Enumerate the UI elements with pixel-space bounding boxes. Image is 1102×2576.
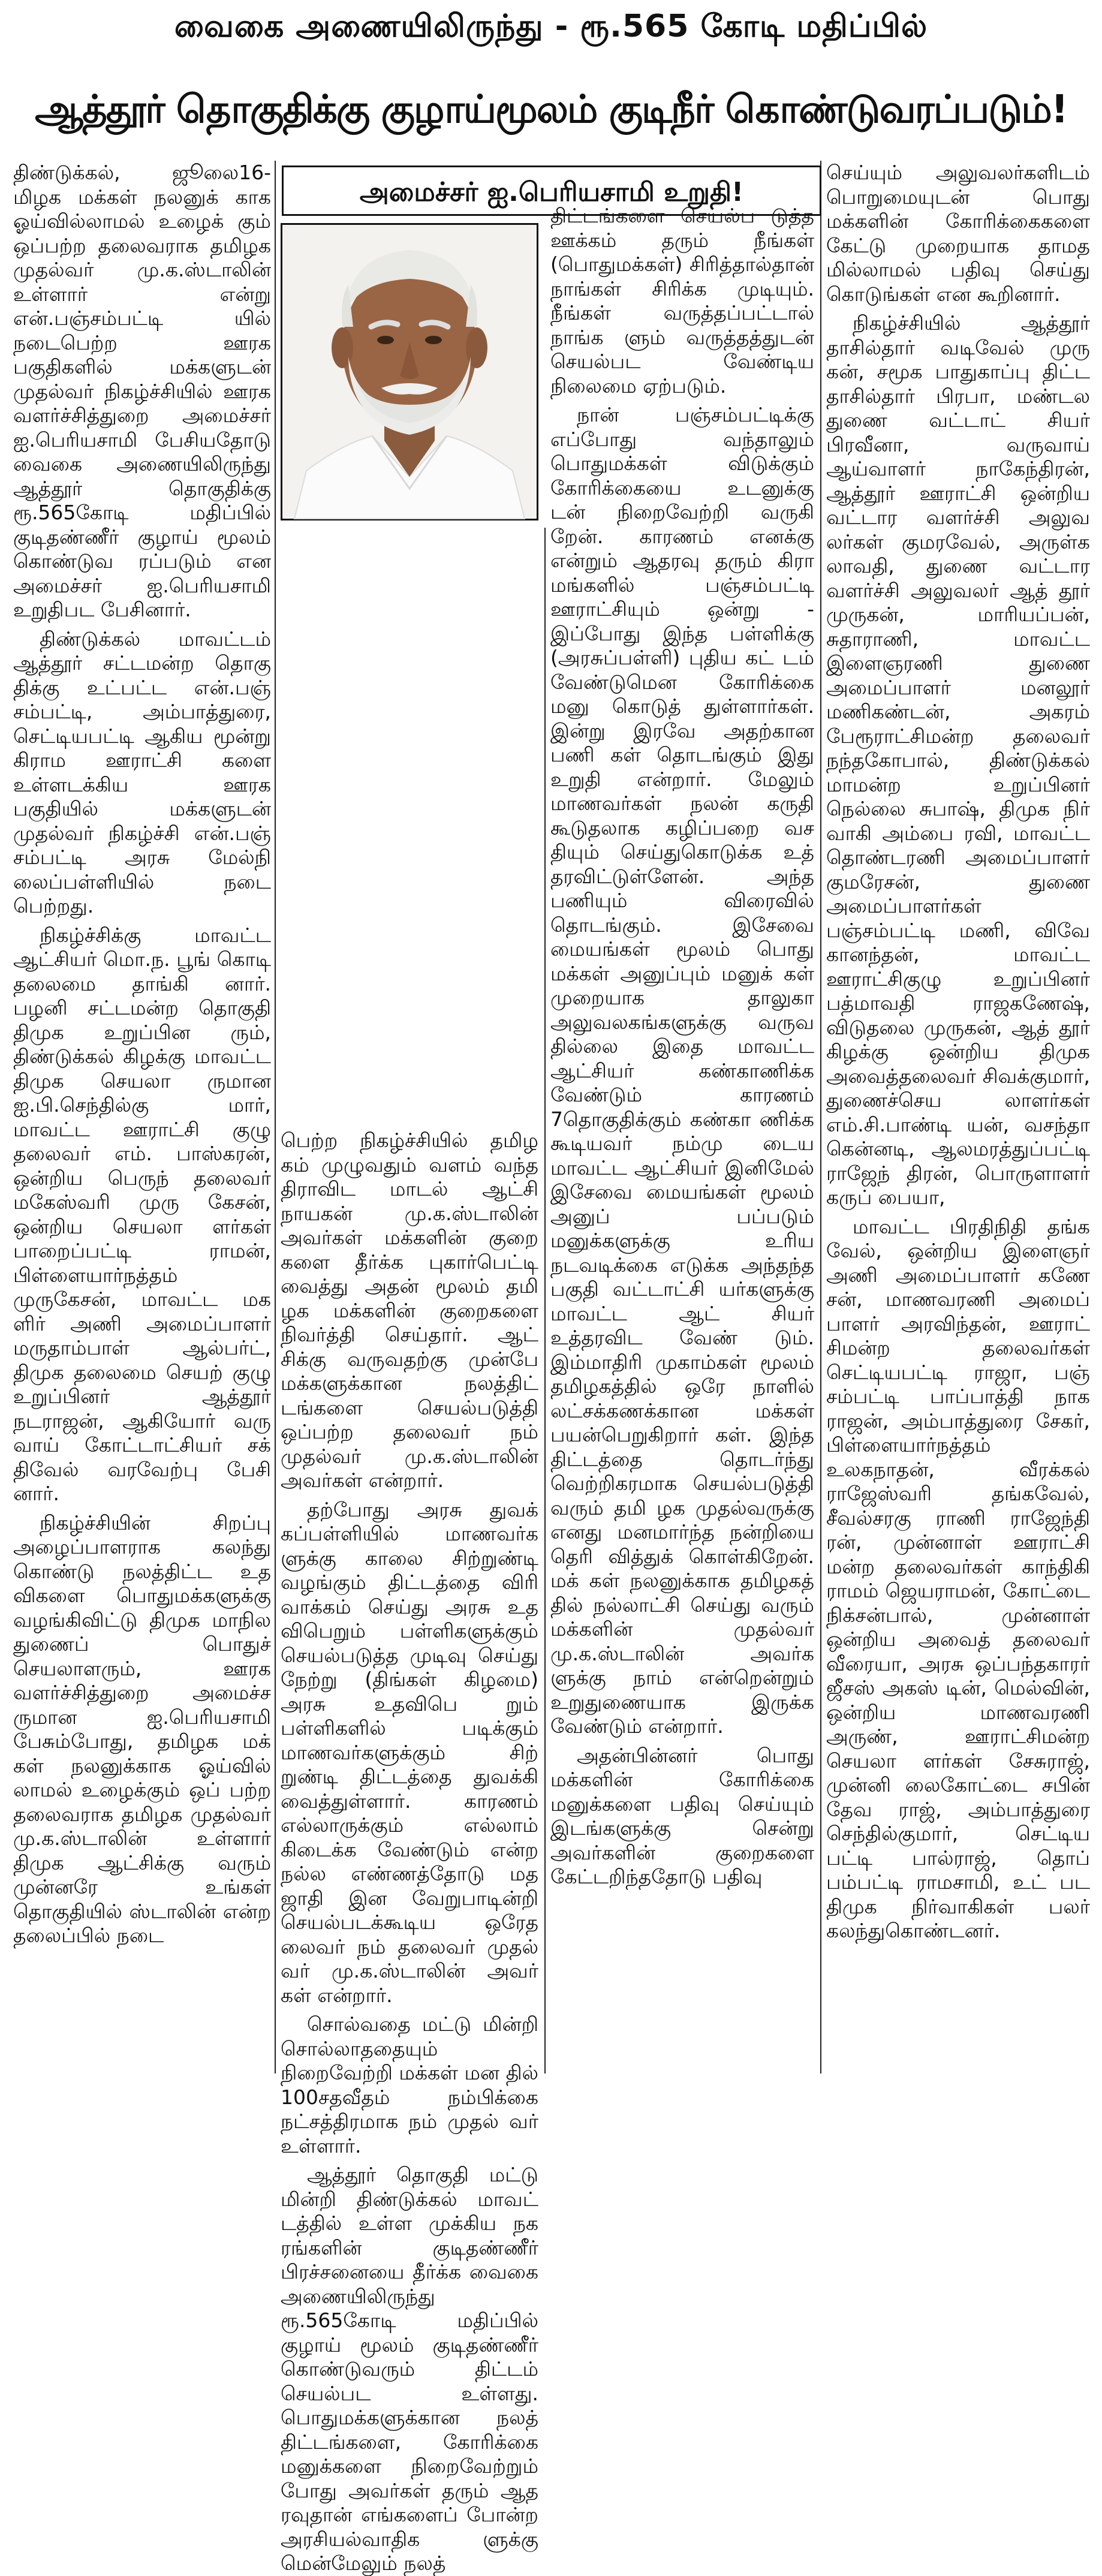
article-column-3 [550,204,814,2074]
column-rule [544,528,546,2074]
article-paragraph: செய்யும் அலுவலர்களிடம் பொறுமையுடன் பொது மக்களின் கோரிக்கைகளை கேட்டு முறையாக தாமத மில்லாமல் பதிவு செய்து கொடுங்கள் என கூறினார். [826,161,1090,306]
article-paragraph: சொல்வதை மட்டு மின்றி சொல்லாததையும் நிறைவேற்றி மக்கள் மன தில் 100சதவீதம் நம்பிக்கை நட்சத்திரமாக நம் முதல் வர் உள்ளார். [281,2012,538,2157]
article-paragraph: பெற்ற நிகழ்ச்சியில் தமிழ கம் முழுவதும் வளம் வந்த திராவிட மாடல் ஆட்சி நாயகன் மு.க.ஸ்டாலின் அவர்கள் மக்களின் குறை களை தீர்க்க புகார்பெட்டி வைத்து அதன் மூலம் தமி ழக மக்களின் குறைகளை நிவர்த்தி செய்தார். ஆட் சிக்கு வருவதற்கு முன்பே மக்களுக்கான நலத்திட் டங்களை செயல்படுத்தி ஒப்பற்ற தலைவர் நம் முதல்வர் மு.க.ஸ்டாலின் அவர்கள் என்றார். [281,1128,538,1492]
article-paragraph: திட்டங்களை செயல்ப டுத்த ஊக்கம் தரும் நீங்கள் (பொதுமக்கள்) சிரித்தால்தான் நாங்கள் சிரிக்க முடியும். நீங்கள் வருத்தப்பட்டால் நாங்க ளும் வருத்தத்துடன் செயல்பட வேண்டிய நிலைமை ஏற்படும். [550,204,814,398]
column-rule [820,161,821,2074]
article-paragraph: தற்போது அரசு துவக் கப்பள்ளியில் மாணவர்க ளுக்கு காலை சிற்றுண்டி வழங்கும் திட்டத்தை விரி வாக்கம் செய்து அரசு உத விபெறும் பள்ளிகளுக்கும் செயல்படுத்த முடிவு செய்து நேற்று (திங்கள் கிழமை) அரசு உதவிபெ றும் பள்ளிகளில் படிக்கும் மாணவர்களுக்கும் சிற் றுண்டி திட்டத்தை துவக்கி வைத்துள்ளார். காரணம் எல்லாருக்கும் எல்லாம் கிடைக்க வேண்டும் என்ற நல்ல எண்ணத்தோடு மத ஜாதி இன வேறுபாடின்றி செயல்படக்கூடிய ஒரேத லைவர் நம் தலைவர் முதல் வர் மு.க.ஸ்டாலின் அவர் கள் என்றார். [281,1497,538,2007]
article-paragraph: நிகழ்ச்சியின் சிறப்பு அழைப்பாளராக கலந்து கொண்டு நலத்திட்ட உத விகளை பொதுமக்களுக்கு வழங்கிவிட்டு திமுக மாநில துணைப் பொதுச் செயலாளரும், ஊரக வளர்ச்சித்துறை அமைச்ச ருமான ஐ.பெரியசாமி பேசும்போது, தமிழக மக் கள் நலனுக்காக ஓய்வில் லாமல் உழைக்கும் ஒப் பற்ற தலைவராக தமிழக முதல்வர் மு.க.ஸ்டாலின் உள்ளார் திமுக ஆட்சிக்கு வரும் முன்னரே உங்கள் தொகுதியில் ஸ்டாலின் என்ற தலைப்பில் நடை [13,1510,271,1947]
article-paragraph: மாவட்ட பிரதிநிதி தங்க வேல், ஒன்றிய இளைஞர் அணி அமைப்பாளர் கணே சன், மாணவரணி அமைப் பாளர் அரவிந்தன், ஊராட் சிமன்ற தலைவர்கள் செட்டியபட்டி ராஜா, பஞ் சம்பட்டி பாப்பாத்தி நாக ராஜன், அம்பாத்துரை சேகர், பிள்ளையார்நத்தம் உலகநாதன், வீரக்கல் ராஜேஸ்வரி தங்கவேல், சீவல்சரகு ராணி ராஜேந்தி ரன், முன்னாள் ஊராட்சி மன்ற தலைவர்கள் காந்திகி ராமம் ஜெயராமன், கோட்டை நிக்சன்பால், முன்னாள் ஒன்றிய அவைத் தலைவர் வீரையா, அரசு ஒப்பந்தகாரர் ஜீசஸ் அகஸ் டின், மெல்வின், ஒன்றிய மாணவரணி அருண், ஊராட்சிமன்ற செயலா ளர்கள் சேசுராஜ், முன்னி லைகோட்டை சபின் தேவ ராஜ், அம்பாத்துரை செந்தில்குமார், செட்டிய பட்டி பால்ராஜ், தொப் பம்பட்டி ராமசாமி, உட் பட திமுக நிர்வாகிகள் பலர் கலந்துகொண்டனர். [826,1214,1090,1942]
article-column-4 [826,161,1090,2074]
portrait-photo [281,223,538,520]
main-headline: ஆத்தூர் தொகுதிக்கு குழாய்மூலம் குடிநீர் கொண்டுவரப்படும்! [35,88,1067,132]
column-rule [275,161,276,2074]
article-paragraph: திண்டுக்கல் மாவட்டம் ஆத்தூர் சட்டமன்ற தொகு திக்கு உட்பட்ட என்.பஞ் சம்பட்டி, அம்பாத்துரை, செட்டியபட்டி ஆகிய மூன்று கிராம ஊராட்சி களை உள்ளடக்கிய ஊரக பகுதியில் மக்களுடன் முதல்வர் நிகழ்ச்சி என்.பஞ் சம்பட்டி அரசு மேல்நி லைப்பள்ளியில் நடை பெற்றது. [13,627,271,917]
article-paragraph: திண்டுக்கல், ஜூலை16- மிழக மக்கள் நலனுக் காக ஓய்வில்லாமல் உழைக் கும் ஒப்பற்ற தலைவராக தமிழக முதல்வர் மு.க.ஸ்டாலின் உள்ளார் என்று என்.பஞ்சம்பட்டி யில் நடைபெற்ற ஊரக பகுதிகளில் மக்களுடன் முதல்வர் நிகழ்ச்சியில் ஊரக வளர்ச்சித்துறை அமைச்சர் ஐ.பெரியசாமி பேசியதோடு வைகை அணையிலிருந்து ஆத்தூர் தொகுதிக்கு ரூ.565கோடி மதிப்பில் குடிதண்ணீர் குழாய் மூலம் கொண்டுவ ரப்படும் என அமைச்சர் ஐ.பெரியசாமி உறுதிபட பேசினார். [13,161,271,621]
article-column-2 [281,1128,538,2575]
article-paragraph: நான் பஞ்சம்பட்டிக்கு எப்போது வந்தாலும் பொதுமக்கள் விடுக்கும் கோரிக்கையை உடனுக்கு டன் நிறைவேற்றி வருகி றேன். காரணம் எனக்கு என்றும் ஆதரவு தரும் கிரா மங்களில் பஞ்சம்பட்டி ஊராட்சியும் ஒன்று - இப்போது இந்த பள்ளிக்கு (அரசுப்பள்ளி) புதிய கட் டம் வேண்டுமென கோரிக்கை மனு கொடுத் துள்ளார்கள். இன்று இரவே அதற்கான பணி கள் தொடங்கும் இது உறுதி என்றார். மேலும் மாணவர்கள் நலன் கருதி கூடுதலாக கழிப்பறை வச தியும் செய்துகொடுக்க உத் தரவிட்டுள்ளேன். அந்த பணியும் விரைவில் தொடங்கும். இசேவை மையங்கள் மூலம் பொது மக்கள் அனுப்பும் மனுக் கள் முறையாக தாலுகா அலுவலகங்களுக்கு வருவ தில்லை இதை மாவட்ட ஆட்சியர் கண்காணிக்க வேண்டும் காரணம் 7தொகுதிக்கும் கண்கா ணிக்க கூடியவர் நம்மு டைய மாவட்ட ஆட்சியர் இனிமேல் இசேவை மையங்கள் மூலம் அனுப் பப்படும் மனுக்களுக்கு உரிய நடவடிக்கை எடுக்க அந்தந்த பகுதி வட்டாட்சி யர்களுக்கு மாவட்ட ஆட் சியர் உத்தரவிட வேண் டும். இம்மாதிரி முகாம்கள் மூலம் தமிழகத்தில் ஒரே நாளில் லட்சக்கணக்கான மக்கள் பயன்பெறுகிறார் கள். இந்த திட்டத்தை தொடர்ந்து வெற்றிகரமாக செயல்படுத்தி வரும் தமி ழக முதல்வருக்கு எனது மனமார்ந்த நன்றியை தெரி வித்துக் கொள்கிறேன். மக் கள் நலனுக்காக தமிழகத் தில் நல்லாட்சி செய்து வரும் மக்களின் முதல்வர் மு.க.ஸ்டாலின் அவர்க ளுக்கு நாம் என்றென்றும் உறுதுணையாக இருக்க வேண்டும் என்றார். [550,403,814,1738]
portrait-illustration [282,225,537,519]
article-column-1 [13,161,271,2074]
kicker-headline: வைகை அணையிலிருந்து - ரூ.565 கோடி மதிப்பில் [174,8,928,44]
subheadline-box: அமைச்சர் ஐ.பெரியசாமி உறுதி! [282,165,821,216]
article-paragraph: ஆத்தூர் தொகுதி மட்டு மின்றி திண்டுக்கல் மாவட் டத்தில் உள்ள முக்கிய நக ரங்களின் குடிதண்ணீர் பிரச்சனையை தீர்க்க வைகை அணையிலிருந்து ரூ.565கோடி மதிப்பில் குழாய் மூலம் குடிதண்ணீர் கொண்டுவரும் திட்டம் செயல்பட உள்ளது. பொதுமக்களுக்கான நலத் திட்டங்களை, கோரிக்கை மனுக்களை நிறைவேற்றும் போது அவர்கள் தரும் ஆத ரவுதான் எங்களைப் போன்ற அரசியல்வாதிக ளுக்கு மென்மேலும் நலத் [281,2163,538,2575]
article-paragraph: நிகழ்ச்சிக்கு மாவட்ட ஆட்சியர் மொ.ந. பூங் கொடி தலைமை தாங்கி னார். பழனி சட்டமன்ற தொகுதி திமுக உறுப்பின ரும், திண்டுக்கல் கிழக்கு மாவட்ட திமுக செயலா ருமான ஐ.பி.செந்தில்கு மார், மாவட்ட ஊராட்சி குழு தலைவர் எம். பாஸ்கரன், ஒன்றிய பெருந் தலைவர் மகேஸ்வரி முரு கேசன், ஒன்றிய செயலா ளர்கள் பாறைப்பட்டி ராமன், பிள்ளையார்நத்தம் முருகேசன், மாவட்ட மக ளிர் அணி அமைப்பாளர் மருதாம்பாள் ஆல்பர்ட், திமுக தலைமை செயற் குழு உறுப்பினர் ஆத்தூர் நடராஜன், ஆகியோர் வரு வாய் கோட்டாட்சியர் சக் திவேல் வரவேற்பு பேசி னார். [13,923,271,1505]
article-paragraph: அதன்பின்னர் பொது மக்களின் கோரிக்கை மனுக்களை பதிவு செய்யும் இடங்களுக்கு சென்று அவர்களின் குறைகளை கேட்டறிந்ததோடு பதிவு [550,1743,814,1888]
article-paragraph: நிகழ்ச்சியில் ஆத்தூர் தாசில்தார் வடிவேல் முரு கன், சமூக பாதுகாப்பு திட்ட தாசில்தார் பிரபா, மண்டல துணை வட்டாட் சியர் பிரவீனா, வருவாய் ஆய்வாளர் நாகேந்திரன், ஆத்தூர் ஊராட்சி ஒன்றிய வட்டார வளர்ச்சி அலுவ லர்கள் குமரவேல், அருள்க லாவதி, துணை வட்டார வளர்ச்சி அலுவலர் ஆத் தூர் முருகன், மாரியப்பன், சுதாராணி, மாவட்ட இளைஞரணி துணை அமைப்பாளர் மனலூர் மணிகண்டன், அகரம் பேரூராட்சிமன்ற தலைவர் நந்தகோபால், திண்டுக்கல் மாமன்ற உறுப்பினர் நெல்லை சுபாஷ், திமுக நிர் வாகி அம்பை ரவி, மாவட்ட தொண்டரணி அமைப்பாளர் குமரேசன், துணை அமைப்பாளர்கள் பஞ்சம்பட்டி மணி, விவே கானந்தன், மாவட்ட ஊராட்சிகுழு உறுப்பினர் பத்மாவதி ராஜகணேஷ், விடுதலை முருகன், ஆத் தூர் கிழக்கு ஒன்றிய திமுக அவைத்தலைவர் சிவக்குமார், துணைச்செய லாளர்கள் எம்.சி.பாண்டி யன், வசந்தா கென்னடி, ஆலமரத்துப்பட்டி ராஜேந் திரன், பொருளாளர் கருப் பையா, [826,311,1090,1209]
